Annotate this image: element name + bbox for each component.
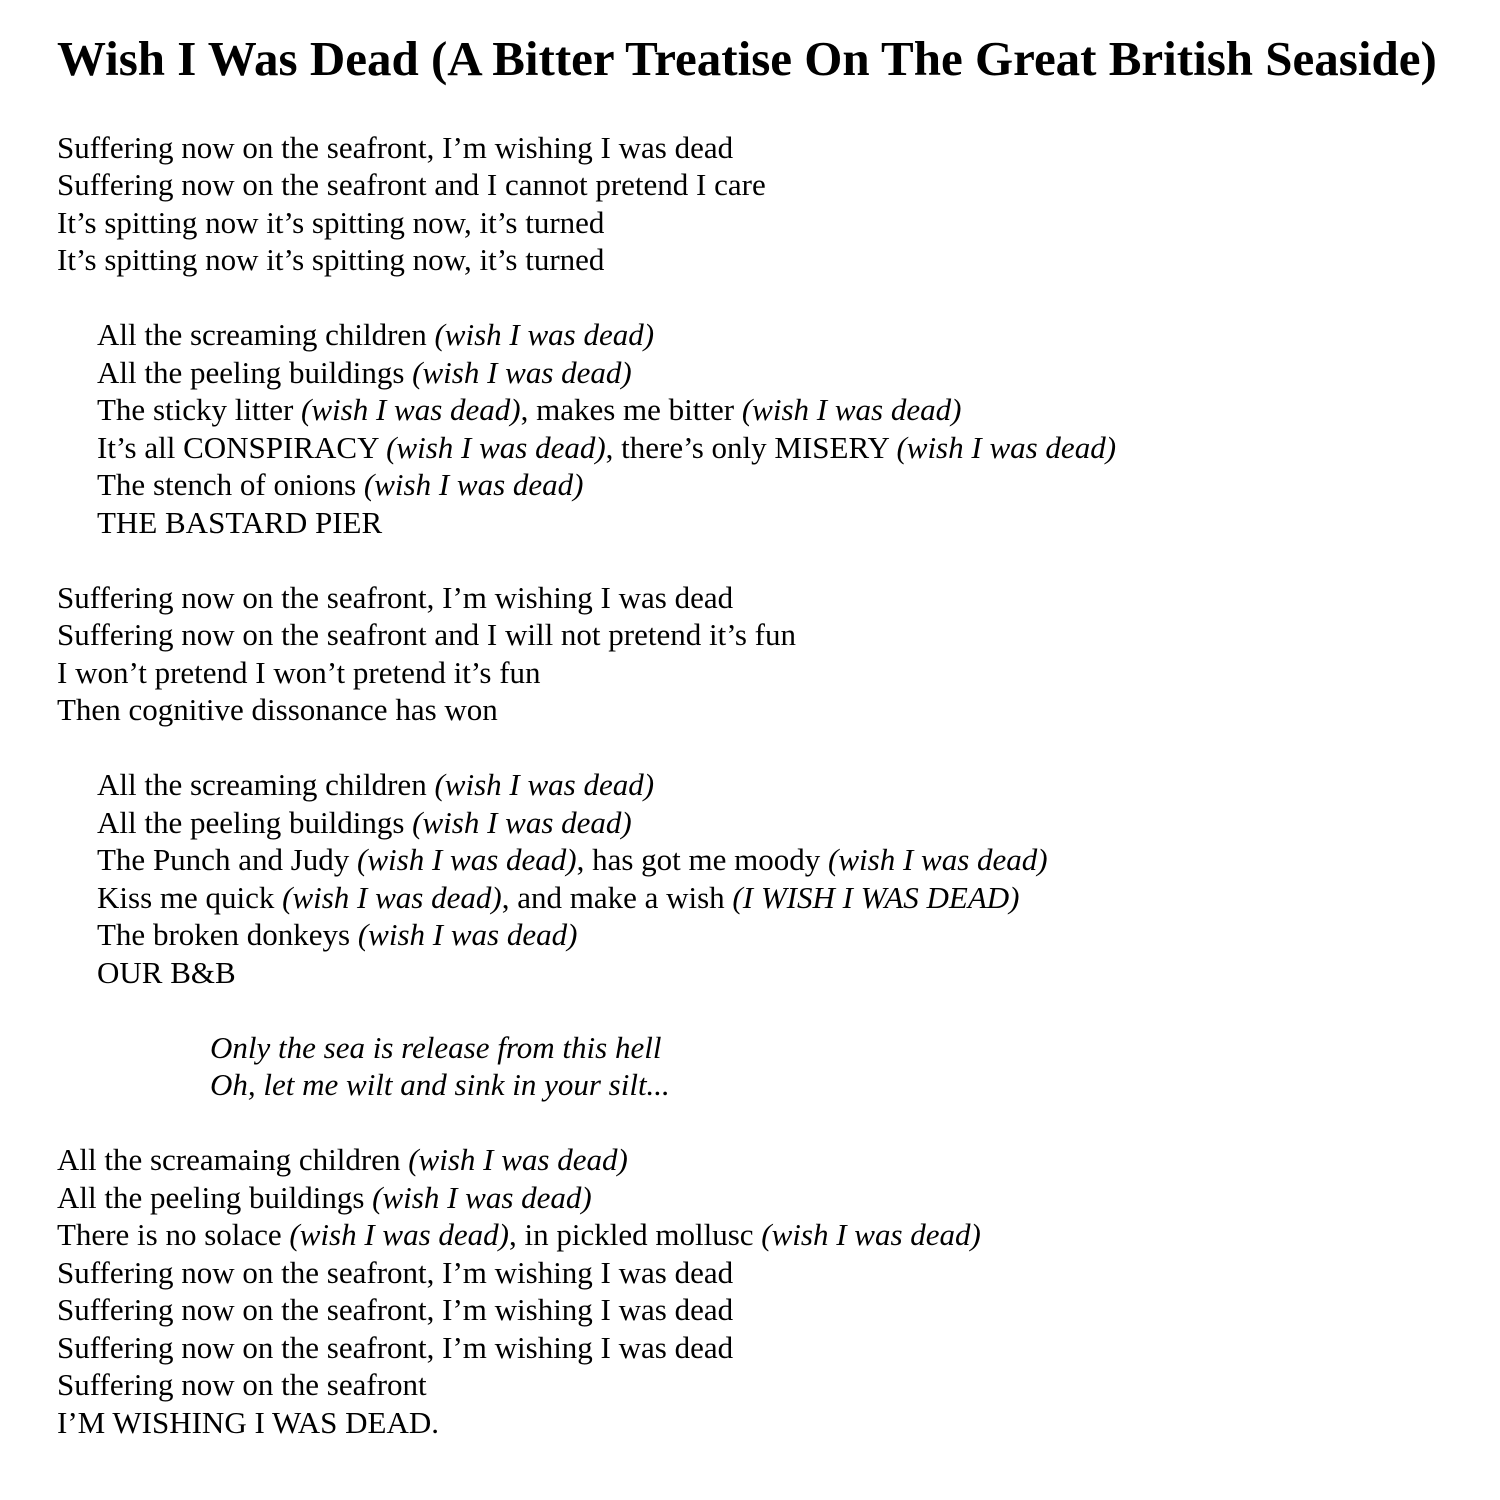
lyric-segment: All the screamaing children xyxy=(57,1142,409,1178)
stanza xyxy=(210,1029,1480,1104)
parenthetical-segment: (wish I was dead) xyxy=(289,1217,509,1253)
lyric-line xyxy=(57,691,1480,729)
parenthetical-segment: (wish I was dead) xyxy=(412,354,632,390)
parenthetical-segment: (wish I was dead) xyxy=(372,1179,592,1215)
lyric-segment: It’s all CONSPIRACY xyxy=(97,429,387,465)
lyric-line xyxy=(57,166,1480,204)
parenthetical-segment: (wish I was dead) xyxy=(412,804,632,840)
lyric-segment: THE BASTARD PIER xyxy=(97,504,383,540)
parenthetical-segment: (wish I was dead) xyxy=(408,1142,628,1178)
lyric-segment: Suffering now on the seafront, I’m wishing I was dead xyxy=(57,1292,734,1328)
lyric-segment: I’M WISHING I WAS DEAD. xyxy=(57,1404,440,1440)
lyric-segment: Suffering now on the seafront, I’m wishing I was dead xyxy=(57,129,734,165)
lyric-line xyxy=(57,1254,1480,1292)
parenthetical-segment: (wish I was dead) xyxy=(357,917,578,953)
lyric-segment: Then cognitive dissonance has won xyxy=(57,692,498,728)
lyric-line xyxy=(97,916,1480,954)
lyric-segment: Suffering now on the seafront, I’m wishing I was dead xyxy=(57,1254,734,1290)
lyric-segment: It’s spitting now it’s spitting now, it’s turned xyxy=(57,242,605,278)
parenthetical-segment: (wish I was dead) xyxy=(282,879,502,915)
song-title: Wish I Was Dead (A Bitter Treatise On The Great British Seaside) xyxy=(57,31,1437,86)
lyric-segment: I won’t pretend I won’t pretend it’s fun xyxy=(57,654,541,690)
parenthetical-segment: (wish I was dead) xyxy=(357,842,577,878)
lyric-line xyxy=(97,766,1480,804)
lyric-line xyxy=(97,429,1480,467)
lyric-line xyxy=(57,579,1480,617)
lyrics xyxy=(57,129,1480,1442)
lyric-line xyxy=(97,316,1480,354)
lyric-segment: All the screaming children xyxy=(97,767,435,803)
lyric-segment: , in pickled mollusc xyxy=(509,1217,762,1253)
lyric-segment: Suffering now on the seafront, I’m wishing I was dead xyxy=(57,1329,734,1365)
lyric-line xyxy=(210,1066,1480,1104)
parenthetical-segment: (wish I was dead) xyxy=(741,392,962,428)
lyric-line xyxy=(97,841,1480,879)
lyric-segment: , and make a wish xyxy=(501,879,733,915)
stanza xyxy=(57,129,1480,279)
lyric-line xyxy=(57,616,1480,654)
lyric-line xyxy=(57,1216,1480,1254)
lyric-line xyxy=(57,129,1480,167)
lyric-line xyxy=(97,804,1480,842)
lyric-segment: Suffering now on the seafront and I will not pretend it’s fun xyxy=(57,617,796,653)
lyric-segment: All the peeling buildings xyxy=(97,354,413,390)
parenthetical-segment: (wish I was dead) xyxy=(363,467,584,503)
parenthetical-segment: (wish I was dead) xyxy=(896,429,1117,465)
lyric-segment: Kiss me quick xyxy=(97,879,283,915)
parenthetical-segment: (wish I was dead) xyxy=(828,842,1048,878)
lyric-segment: The sticky litter xyxy=(97,392,302,428)
lyric-line xyxy=(57,654,1480,692)
stanza xyxy=(57,1141,1480,1441)
lyric-line xyxy=(97,954,1480,992)
lyric-segment: OUR B&B xyxy=(97,954,236,990)
lyric-segment: Suffering now on the seafront and I cannot pretend I care xyxy=(57,167,766,203)
stanza xyxy=(57,579,1480,729)
parenthetical-segment: (wish I was dead) xyxy=(434,767,655,803)
lyric-line xyxy=(57,1329,1480,1367)
lyric-line xyxy=(57,241,1480,279)
lyric-line xyxy=(57,1366,1480,1404)
lyric-line xyxy=(97,354,1480,392)
lyric-segment: The Punch and Judy xyxy=(97,842,358,878)
lyric-line xyxy=(57,1179,1480,1217)
lyric-line xyxy=(57,1291,1480,1329)
parenthetical-segment: (wish I was dead) xyxy=(386,429,606,465)
lyric-segment: All the peeling buildings xyxy=(57,1179,373,1215)
lyric-line xyxy=(210,1029,1480,1067)
parenthetical-segment: Oh, let me wilt and sink in your silt... xyxy=(210,1067,670,1103)
lyric-line xyxy=(57,1404,1480,1442)
lyric-segment: The stench of onions xyxy=(97,467,364,503)
lyric-line xyxy=(57,1141,1480,1179)
lyric-segment: , has got me moody xyxy=(576,842,829,878)
parenthetical-segment: (wish I was dead) xyxy=(301,392,521,428)
parenthetical-segment: Only the sea is release from this hell xyxy=(210,1029,662,1065)
lyric-line xyxy=(97,504,1480,542)
lyric-line xyxy=(97,879,1480,917)
lyric-segment: , there’s only MISERY xyxy=(605,429,897,465)
lyric-line xyxy=(57,204,1480,242)
lyric-segment: All the screaming children xyxy=(97,317,435,353)
lyric-segment: Suffering now on the seafront xyxy=(57,1367,427,1403)
lyric-segment: There is no solace xyxy=(57,1217,290,1253)
lyric-segment: The broken donkeys xyxy=(97,917,358,953)
lyric-line xyxy=(97,391,1480,429)
parenthetical-segment: (wish I was dead) xyxy=(434,317,655,353)
lyric-line xyxy=(97,466,1480,504)
stanza xyxy=(97,766,1480,991)
stanza xyxy=(97,316,1480,541)
lyric-segment: It’s spitting now it’s spitting now, it’s turned xyxy=(57,204,605,240)
parenthetical-segment: (I WISH I WAS DEAD) xyxy=(732,879,1020,915)
lyric-segment: All the peeling buildings xyxy=(97,804,413,840)
lyric-segment: , makes me bitter xyxy=(520,392,742,428)
lyric-segment: Suffering now on the seafront, I’m wishing I was dead xyxy=(57,579,734,615)
parenthetical-segment: (wish I was dead) xyxy=(761,1217,981,1253)
